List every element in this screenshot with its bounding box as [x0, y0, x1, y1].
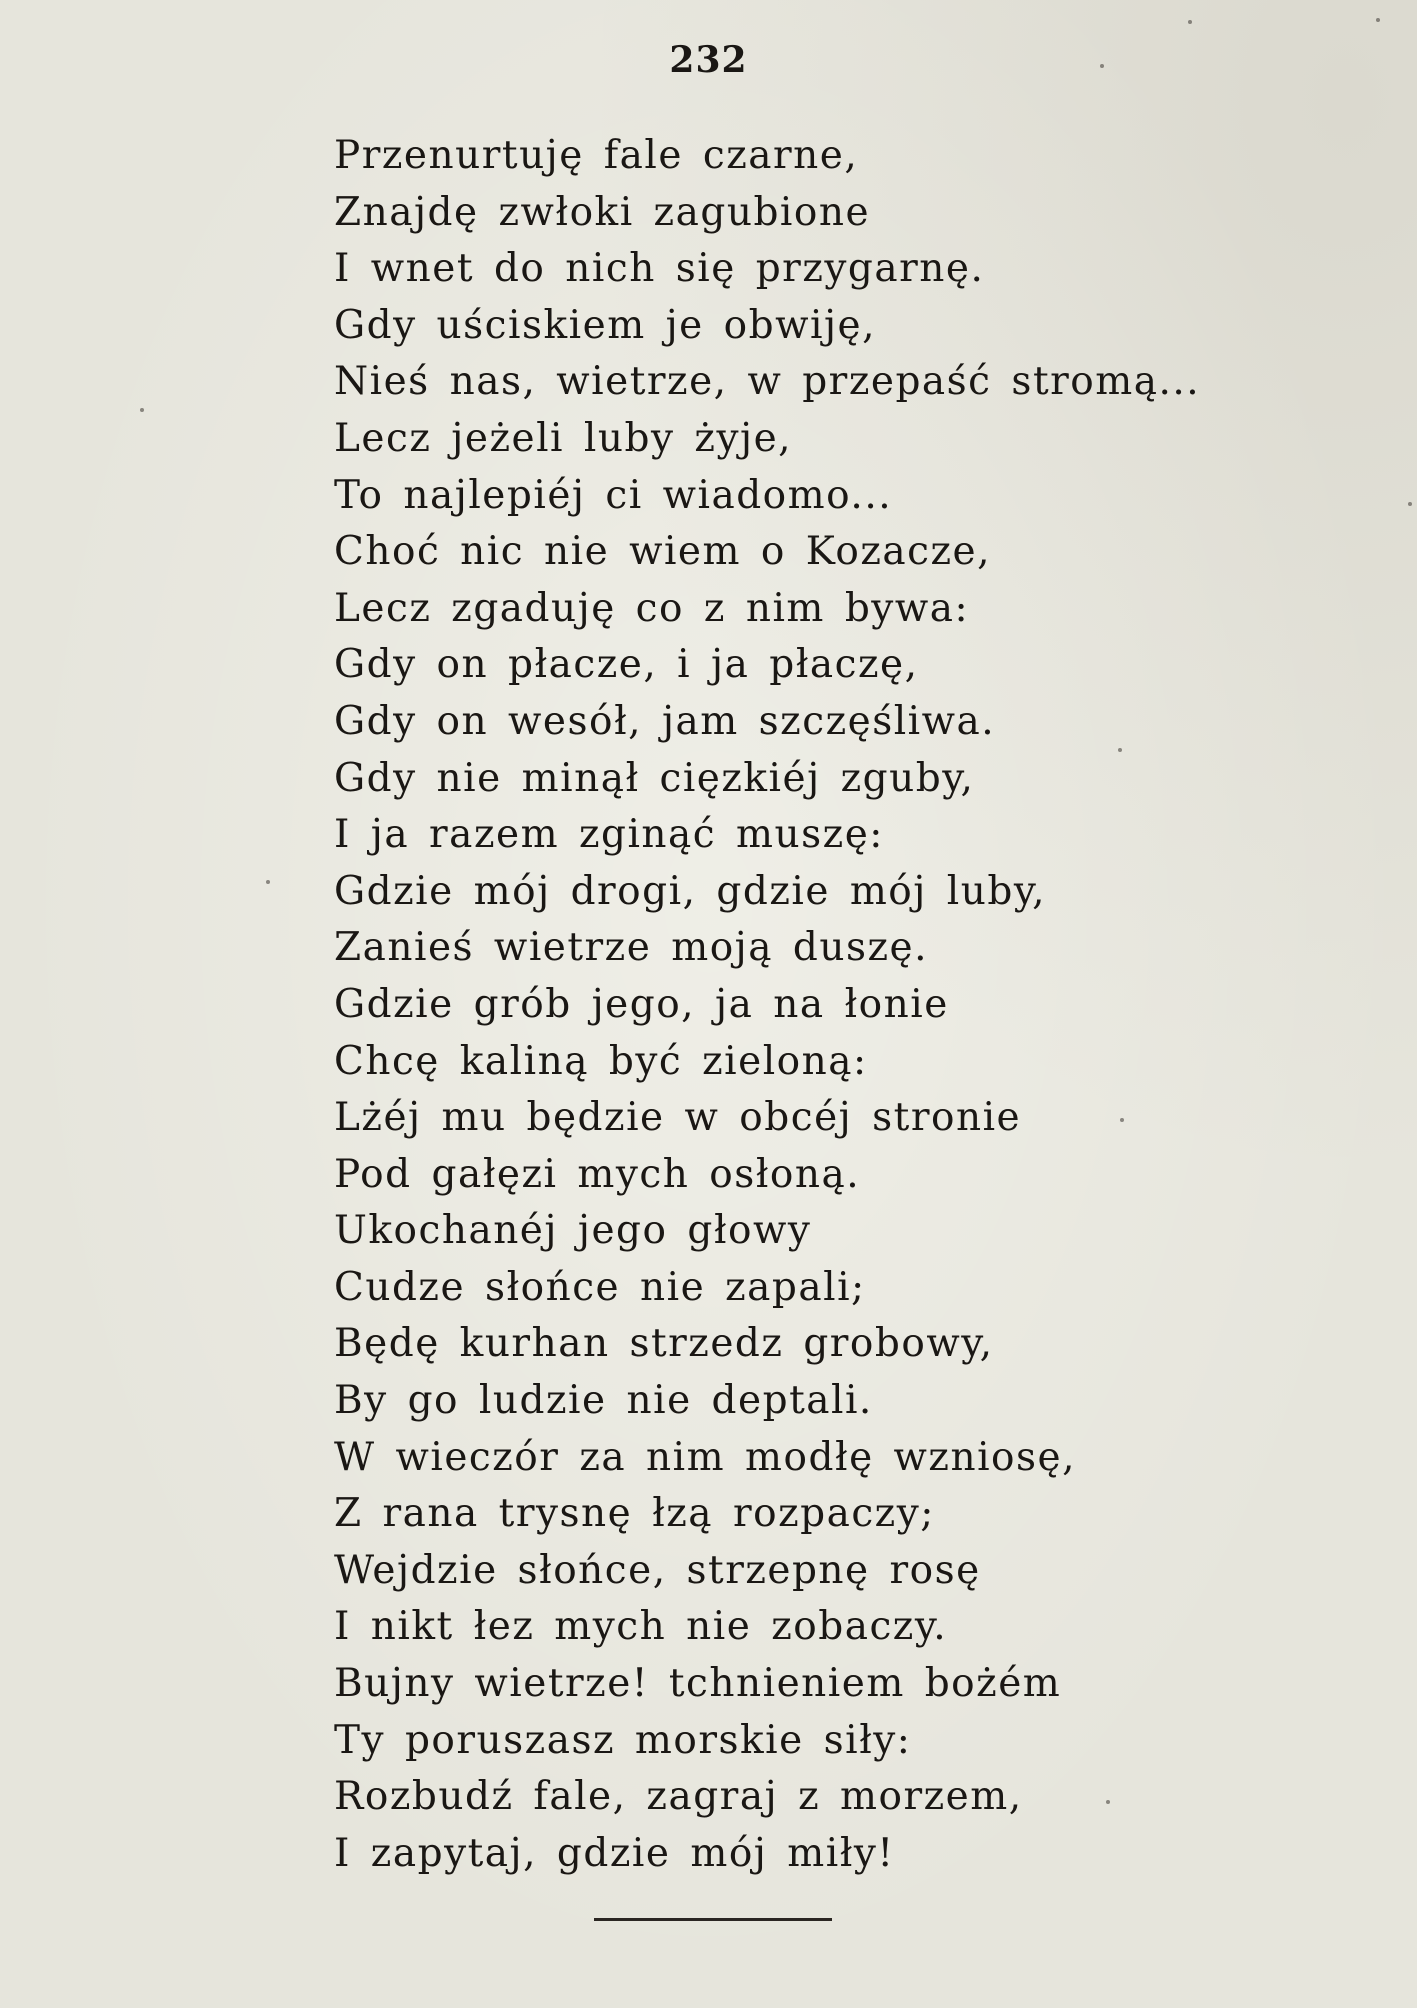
paper-speck	[266, 880, 270, 884]
verse-line: Lecz jeżeli luby żyje,	[334, 415, 793, 461]
verse-line: Rozbudź fale, zagraj z morzem,	[334, 1774, 1023, 1820]
verse-line: Pod gałęzi mych osłoną.	[334, 1151, 861, 1197]
verse-line: Gdy uściskiem je obwiję,	[334, 302, 877, 348]
verse-line: Będę kurhan strzedz grobowy,	[334, 1321, 994, 1367]
paper-speck	[1118, 748, 1122, 752]
verse-line: I zapytaj, gdzie mój miły!	[334, 1830, 895, 1876]
verse-line: Lecz zgaduję co z nim bywa:	[334, 585, 970, 631]
verse-line: I ja razem zginąć muszę:	[334, 812, 884, 858]
verse-line: Lżéj mu będzie w obcéj stronie	[334, 1095, 1022, 1141]
end-rule	[594, 1918, 832, 1921]
verse-line: Gdy nie minął cięzkiéj zguby,	[334, 755, 975, 801]
paper-speck	[1106, 1800, 1110, 1804]
verse-line: Wejdzie słońce, strzepnę rosę	[334, 1547, 981, 1593]
poem-verse	[334, 128, 1200, 1882]
verse-line: W wieczór za nim modłę wzniosę,	[334, 1434, 1077, 1480]
paper-speck	[1188, 20, 1192, 24]
page-number: 232	[669, 39, 748, 81]
verse-line: By go ludzie nie deptali.	[334, 1378, 873, 1424]
verse-line: Gdzie mój drogi, gdzie mój luby,	[334, 868, 1047, 914]
paper-speck	[1376, 18, 1380, 22]
verse-line: Z rana trysnę łzą rozpaczy;	[334, 1491, 935, 1537]
paper-speck	[1100, 64, 1104, 68]
verse-line: Bujny wietrze! tchnieniem bożém	[334, 1661, 1062, 1707]
verse-line: Nieś nas, wietrze, w przepaść stromą...	[334, 359, 1201, 405]
verse-line: Gdy on wesół, jam szczęśliwa.	[334, 698, 996, 744]
paper-speck	[140, 408, 144, 412]
verse-line: Gdy on płacze, i ja płaczę,	[334, 642, 919, 688]
verse-line: Chcę kaliną być zieloną:	[334, 1038, 868, 1084]
paper-speck	[1120, 1118, 1124, 1122]
paper-speck	[1408, 502, 1412, 506]
verse-line: Cudze słońce nie zapali;	[334, 1264, 866, 1310]
verse-line: Ty poruszasz morskie siły:	[334, 1717, 912, 1763]
verse-line: Ukochanéj jego głowy	[334, 1208, 812, 1254]
verse-line: Choć nic nie wiem o Kozacze,	[334, 529, 991, 575]
verse-line: I nikt łez mych nie zobaczy.	[334, 1604, 948, 1650]
verse-line: Przenurtuję fale czarne,	[334, 133, 859, 178]
verse-line: I wnet do nich się przygarnę.	[334, 246, 985, 292]
verse-line: Gdzie grób jego, ja na łonie	[334, 981, 949, 1027]
verse-line: Zanieś wietrze moją duszę.	[334, 925, 929, 971]
verse-line: Znajdę zwłoki zagubione	[334, 189, 871, 235]
verse-line: To najlepiéj ci wiadomo...	[334, 472, 893, 518]
